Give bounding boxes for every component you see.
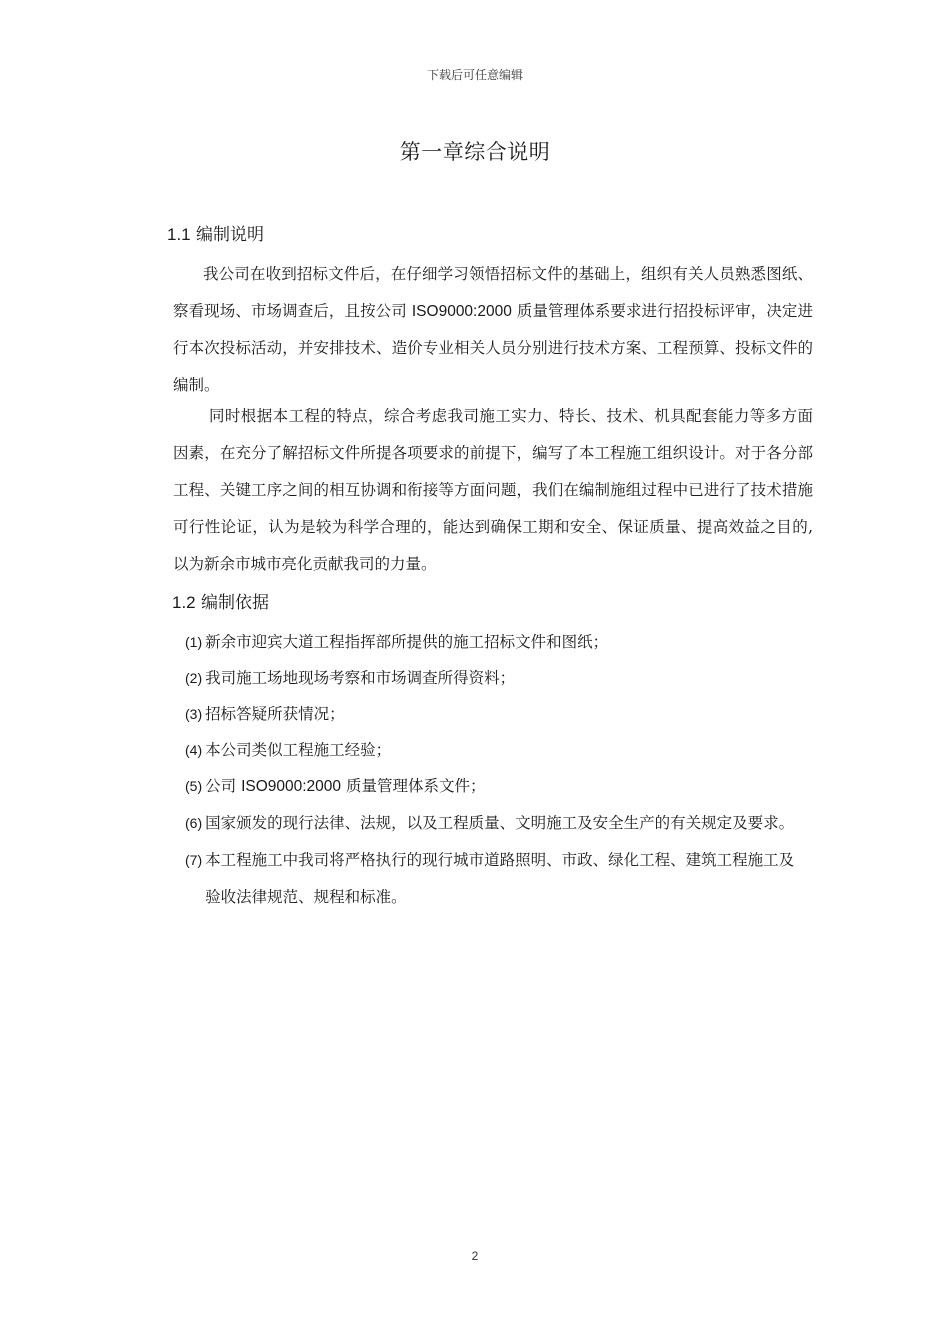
list-item bbox=[185, 660, 805, 696]
paragraph-text: 我公司在收到招标文件后，在仔细学习领悟招标文件的基础上，组织有关人员熟悉图纸、察看现场、市场调查后，且按公司 bbox=[173, 265, 813, 320]
chapter-title: 第一章综合说明 bbox=[399, 140, 551, 164]
list-item-index: (7) bbox=[185, 852, 203, 868]
list-item-text: 国家颁发的现行法律、法规，以及工程质量、文明施工及安全生产的有关规定及要求。 bbox=[205, 814, 795, 832]
list-item-index: (2) bbox=[185, 670, 203, 686]
list-item bbox=[185, 732, 805, 768]
paragraph-compilation-note bbox=[173, 256, 813, 404]
list-item-index: (1) bbox=[185, 634, 203, 650]
list-item bbox=[185, 624, 805, 660]
list-item-text: 我司施工场地现场考察和市场调查所得资料； bbox=[205, 669, 516, 687]
list-item bbox=[185, 696, 805, 732]
iso-standard-text: ISO9000:2000 bbox=[411, 303, 512, 320]
section-title: 编制说明 bbox=[196, 225, 265, 245]
iso-standard-text: ISO9000:2000 bbox=[241, 778, 342, 795]
page-number: 2 bbox=[471, 1249, 479, 1263]
list-item-index: (5) bbox=[185, 778, 203, 794]
list-item-text: 本工程施工中我司将严格执行的现行城市道路照明、市政、绿化工程、建筑工程施工及验收法律规范、规程和标准。 bbox=[205, 851, 795, 906]
list-item-text: 招标答疑所获情况； bbox=[205, 705, 345, 723]
list-item-text: 新余市迎宾大道工程指挥部所提供的施工招标文件和图纸； bbox=[205, 633, 609, 651]
list-item-text bbox=[205, 768, 805, 805]
section-number: 1.2 bbox=[172, 593, 196, 612]
list-item-text-part: 质量管理体系文件； bbox=[341, 777, 486, 795]
section-heading-1-2 bbox=[172, 591, 269, 615]
page-header-note: 下载后可任意编辑 bbox=[426, 68, 523, 82]
list-item bbox=[185, 768, 805, 805]
list-item-index: (3) bbox=[185, 706, 203, 722]
paragraph-text: 质量管理体系要求进行招投标评审，决定进行本次投标活动，并安排技术、造价专业相关人员分别进行技术方案、工程预算、投标文件的编制。 bbox=[173, 302, 813, 394]
list-item-text-part: 公司 bbox=[205, 777, 242, 795]
list-item bbox=[185, 805, 805, 842]
list-item-index: (4) bbox=[185, 742, 203, 758]
list-item bbox=[185, 842, 805, 916]
list-item-text: 本公司类似工程施工经验； bbox=[205, 741, 392, 759]
section-number: 1.1 bbox=[167, 225, 191, 244]
basis-list bbox=[185, 624, 805, 916]
list-item-index: (6) bbox=[185, 815, 203, 831]
section-heading-1-1 bbox=[167, 223, 264, 247]
paragraph-project-features: 同时根据本工程的特点，综合考虑我司施工实力、特长、技术、机具配套能力等多方面因素，在充分了解招标文件所提各项要求的前提下，编写了本工程施工组织设计。对于各分部工程、关键工序之间的相互协调和衔接等方面问题，我们在编制施组过程中已进行了技术措施可行性论证，认为是较为科学合理的，能达到确保工期和安全、保证质量、提高效益之目的,以为新余市城市亮化贡献我司的力量。 bbox=[173, 407, 813, 573]
section-title: 编制依据 bbox=[201, 593, 270, 613]
